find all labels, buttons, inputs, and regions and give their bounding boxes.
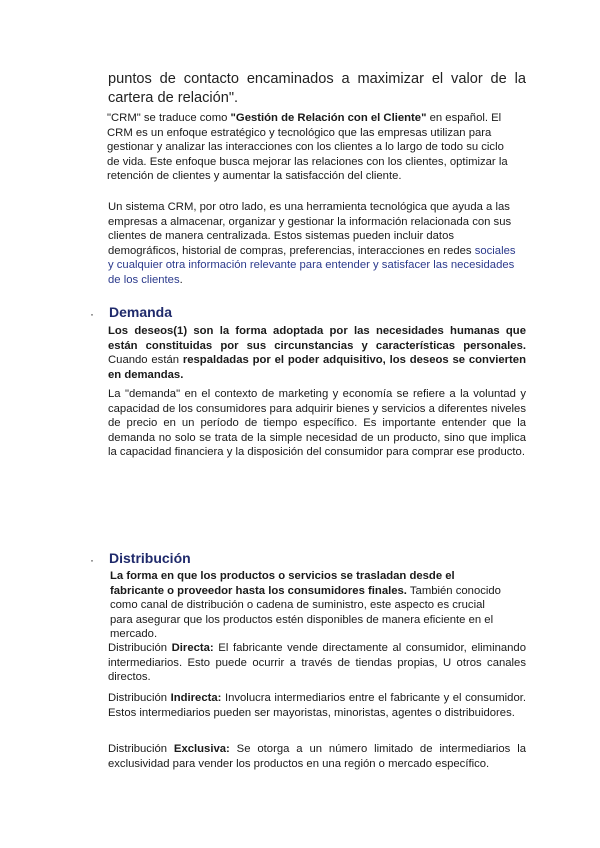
demanda-def-bold2: respaldadas por el poder adquisitivo, los deseos se convierten en demandas. — [108, 354, 526, 381]
distribucion-definition — [110, 569, 508, 642]
exclusiva-text: Se otorga a un número limitado de intermediarios la exclusividad para vender los productos en una región o mercado específico. — [108, 743, 527, 770]
directa-term: Directa: — [171, 642, 214, 654]
crm-term: "Gestión de Relación con el Cliente" — [230, 112, 427, 124]
demanda-heading: Demanda — [109, 304, 173, 320]
crm-post: en español. El CRM es un enfoque estratégico y tecnológico que las empresas utilizan para gestionar y analizar las interacciones con los clientes a lo largo de todo su ciclo de vida. Este enfoque busca mejorar las relaciones con los clientes, optimizar la retención de clientes y aumentar la satisfacción del cliente. — [107, 112, 508, 183]
directa-text: El fabricante vende directamente al consumidor, eliminando intermediarios. Esto puede ocurrir a través de tiendas propias, U otros canales directos. — [108, 642, 526, 684]
distribucion-heading: Distribución — [109, 550, 191, 566]
demanda-paragraph: La "demanda" en el contexto de marketing y economía se refiere a la voluntad y capacidad de los consumidores para adquirir bienes y servicios a diferentes niveles de precio en un período de tiempo específico. Es importante entender que la demanda no solo se trata de la simple necesidad de un producto, sino que implica la capacidad financiera y la disposición del consumidor para comprar ese producto. — [108, 388, 526, 459]
crm-pre: "CRM" se traduce como — [107, 112, 231, 124]
distribucion-bullet: · — [90, 553, 94, 567]
demanda-bullet: · — [90, 307, 94, 321]
crm-system-paragraph — [108, 200, 522, 288]
directa-label: Distribución — [108, 642, 172, 654]
distribucion-def-plain: También conocido como canal de distribución o cadena de suministro, este aspecto es crucial para asegurar que los productos estén disponibles de manera eficiente en el mercado. — [110, 584, 501, 641]
exclusiva-term: Exclusiva: — [173, 743, 230, 755]
demanda-def-plain: Cuando están — [108, 354, 183, 367]
demanda-definition — [108, 324, 526, 382]
intro-fragment: puntos de contacto encaminados a maximizar el valor de la cartera de relación". — [108, 71, 526, 106]
indirecta-label: Distribución — [108, 692, 171, 704]
indirecta-term: Indirecta: — [170, 692, 222, 704]
distribucion-indirecta — [108, 691, 526, 720]
crm-system-end: . — [179, 273, 183, 286]
exclusiva-label: Distribución — [108, 743, 174, 755]
crm-system-link-text: sociales y cualquier otra información relevante para entender y satisfacer las necesidades de los clientes — [108, 244, 516, 286]
distribucion-directa — [108, 641, 526, 685]
crm-paragraph — [107, 111, 519, 184]
distribucion-def-bold: La forma en que los productos o servicios se trasladan desde el fabricante o proveedor hasta los consumidores finales. — [110, 570, 455, 597]
demanda-def-bold1: Los deseos(1) son la forma adoptada por las necesidades humanas que están constituidas por sus circunstancias y características personales. — [108, 325, 526, 352]
crm-system-text: Un sistema CRM, por otro lado, es una herramienta tecnológica que ayuda a las empresas a almacenar, organizar y gestionar la información relacionada con sus clientes de manera centralizada. Estos sistemas pueden incluir datos demográficos, historial de compras, preferencias, interacciones en redes — [108, 201, 512, 257]
distribucion-exclusiva — [108, 742, 526, 771]
indirecta-text: Involucra intermediarios entre el fabricante y el consumidor. Estos intermediarios pueden ser mayoristas, minoristas, agentes o distribuidores. — [108, 692, 526, 719]
